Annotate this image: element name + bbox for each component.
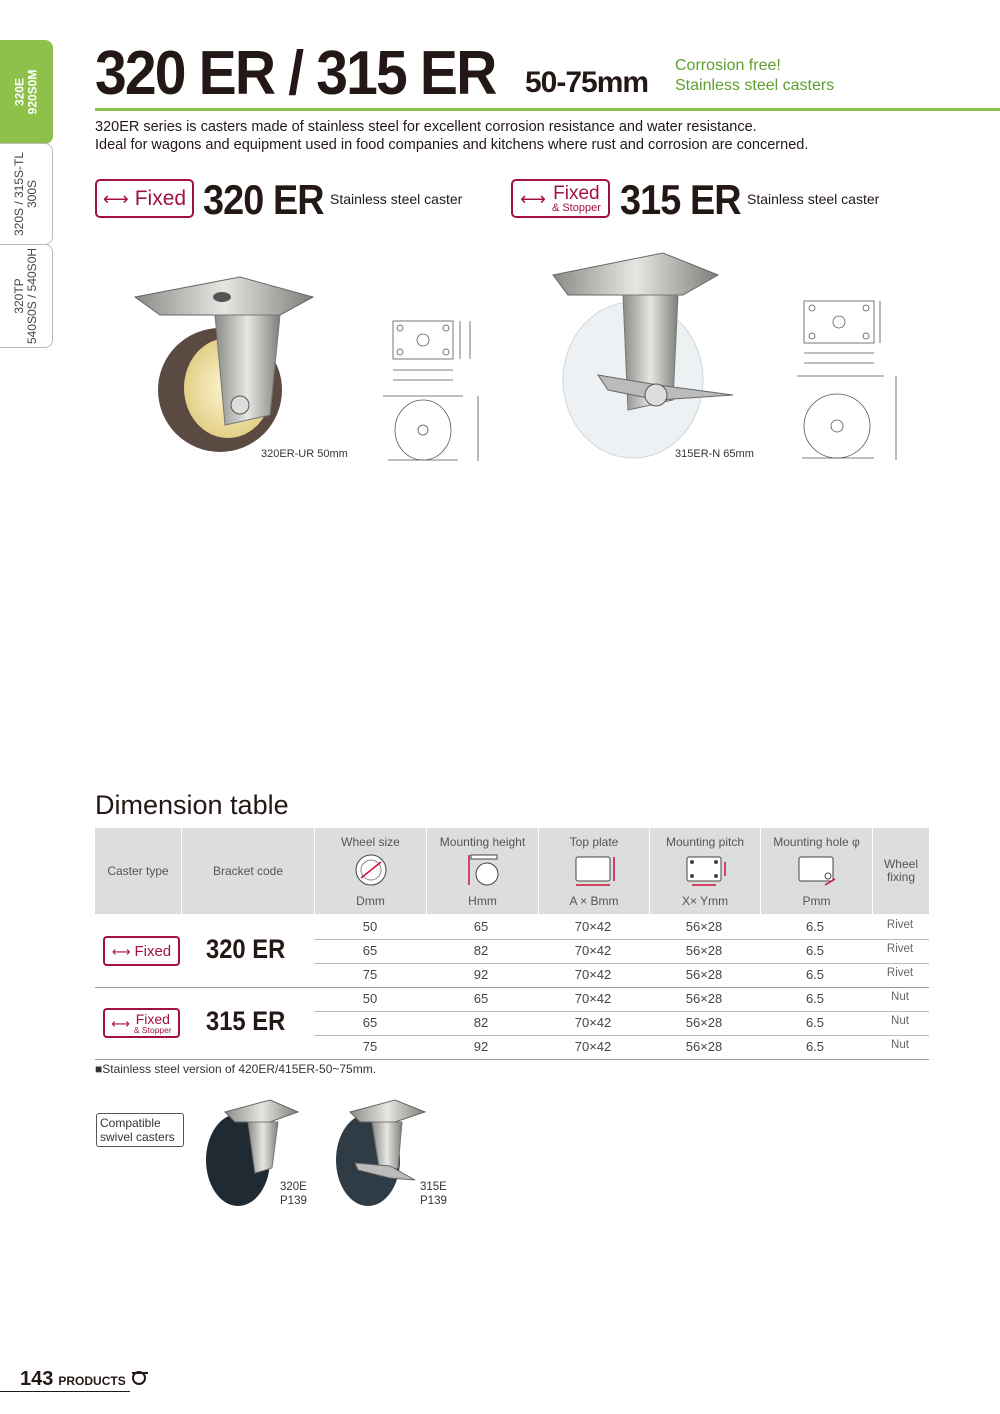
table-cell-fixing: Nut (891, 1015, 909, 1027)
row-divider (314, 1035, 929, 1036)
table-cell-plate: 70×42 (574, 991, 612, 1006)
row-divider (314, 963, 929, 964)
caster-315er-photo (548, 250, 748, 460)
header-wheel-size: Wheel size Dmm (314, 828, 426, 914)
table-cell-h: 82 (473, 943, 489, 958)
table-cell-d: 50 (362, 919, 378, 934)
dimension-table-title: Dimension table (95, 790, 289, 820)
size-range: 50-75mm (525, 66, 649, 99)
header-mounting-pitch: Mounting pitch X× Ymm (649, 828, 760, 914)
fixed-stopper-badge: ⟷ Fixed & Stopper (511, 179, 610, 218)
table-cell-fixing: Nut (891, 1039, 909, 1051)
double-arrow-icon: ⟷ (102, 188, 129, 209)
mounting-hole-icon (795, 852, 839, 888)
bracket-code: 315 ER (206, 1006, 286, 1036)
photo-caption-315er: 315ER-N 65mm (675, 448, 754, 460)
side-tab-320e[interactable] (0, 40, 53, 144)
description-line-2: Ideal for wagons and equipment used in food companies and kitchens where rust and corrosion are concerned. (95, 137, 809, 153)
table-cell-fixing: Rivet (886, 943, 914, 955)
header-mounting-height: Mounting height Hmm (426, 828, 538, 914)
group-divider (95, 987, 929, 988)
fixed-stopper-badge (103, 1008, 180, 1038)
double-arrow-icon: ⟷ (520, 188, 546, 209)
side-tab-320tp[interactable] (0, 244, 53, 348)
product-subtitle: Stainless steel caster (330, 191, 463, 207)
fixed-badge: ⟷ Fixed (95, 179, 194, 218)
table-cell-h: 82 (473, 1015, 489, 1030)
mounting-pitch-icon (683, 852, 727, 888)
table-cell-pitch: 56×28 (685, 1039, 723, 1054)
page-title: 320 ER / 315 ER (95, 39, 496, 108)
table-cell-pitch: 56×28 (685, 967, 723, 982)
top-plate-icon (572, 852, 616, 888)
dimension-drawing-320er (378, 318, 488, 466)
badge-sublabel: & Stopper (133, 1024, 172, 1035)
table-cell-d: 75 (362, 1039, 378, 1054)
table-cell-d: 65 (362, 1015, 378, 1030)
table-cell-plate: 70×42 (574, 919, 612, 934)
table-cell-pitch: 56×28 (685, 991, 723, 1006)
table-cell-h: 92 (473, 1039, 489, 1054)
photo-caption-320er: 320ER-UR 50mm (261, 448, 348, 460)
header-divider (95, 108, 1000, 111)
table-cell-hole: 6.5 (805, 919, 825, 934)
caster-320er-photo (130, 275, 320, 455)
table-cell-plate: 70×42 (574, 967, 612, 982)
table-cell-hole: 6.5 (805, 967, 825, 982)
mounting-height-icon (463, 852, 503, 888)
row-divider (314, 1011, 929, 1012)
brand-logo-icon (130, 1369, 150, 1385)
fixed-badge (103, 936, 180, 966)
table-cell-d: 65 (362, 943, 378, 958)
table-cell-h: 65 (473, 919, 489, 934)
table-cell-d: 50 (362, 991, 378, 1006)
description-line-1: 320ER series is casters made of stainless steel for excellent corrosion resistance and water resistance. (95, 119, 757, 135)
table-cell-plate: 70×42 (574, 1039, 612, 1054)
table-cell-pitch: 56×28 (685, 943, 723, 958)
header-wheel-fixing: Wheel fixing (872, 828, 929, 914)
product-model-320er: 320 ER (203, 176, 324, 223)
footer-label: PRODUCTS (58, 1374, 126, 1388)
group-divider (95, 1059, 929, 1060)
table-cell-plate: 70×42 (574, 1015, 612, 1030)
description (95, 118, 808, 154)
table-cell-hole: 6.5 (805, 991, 825, 1006)
tagline (675, 56, 834, 96)
table-cell-d: 75 (362, 967, 378, 982)
side-tab-label: 320E 920S0M (11, 69, 39, 115)
table-cell-fixing: Rivet (886, 919, 914, 931)
page-number: 143 (20, 1368, 54, 1390)
header-mounting-hole: Mounting hole φ Pmm (760, 828, 872, 914)
header-caster-type: Caster type (107, 864, 169, 878)
header-top-plate: Top plate A × Bmm (538, 828, 649, 914)
table-cell-fixing: Rivet (886, 967, 914, 979)
table-cell-h: 65 (473, 991, 489, 1006)
table-cell-plate: 70×42 (574, 943, 612, 958)
table-cell-pitch: 56×28 (685, 919, 723, 934)
table-cell-hole: 6.5 (805, 943, 825, 958)
side-tab-320s[interactable] (0, 143, 53, 245)
side-tab-label: 320TP 540S0S / 540S0H (12, 247, 40, 345)
table-cell-hole: 6.5 (805, 1015, 825, 1030)
row-divider (314, 939, 929, 940)
dimension-drawing-315er (792, 298, 904, 466)
header-bracket-code: Bracket code (181, 828, 314, 914)
wheel-size-icon (353, 852, 389, 888)
compatible-item-320e[interactable]: 320E P139 (280, 1181, 307, 1207)
badge-label: Fixed (134, 942, 172, 960)
double-arrow-icon: ⟷ (111, 1015, 130, 1031)
compatible-label: Compatible swivel casters (96, 1113, 184, 1147)
table-cell-fixing: Nut (891, 991, 909, 1003)
table-note: ■Stainless steel version of 420ER/415ER-50~75mm. (95, 1062, 377, 1076)
product-model-315er: 315 ER (620, 176, 741, 223)
table-cell-h: 92 (473, 967, 489, 982)
table-header (95, 828, 929, 914)
tagline-line-1: Corrosion free! (675, 57, 781, 74)
footer-divider (0, 1391, 130, 1392)
table-cell-pitch: 56×28 (685, 1015, 723, 1030)
compatible-item-315e[interactable]: 315E P139 (420, 1181, 447, 1207)
badge-label: Fixed (135, 1010, 170, 1027)
table-cell-hole: 6.5 (805, 1039, 825, 1054)
side-tab-label: 320S / 315S-TL 300S (12, 151, 39, 237)
tagline-line-2: Stainless steel casters (675, 77, 835, 94)
product-subtitle: Stainless steel caster (747, 191, 880, 207)
footer (20, 1368, 150, 1391)
bracket-code: 320 ER (206, 934, 286, 964)
double-arrow-icon: ⟷ (111, 943, 131, 959)
